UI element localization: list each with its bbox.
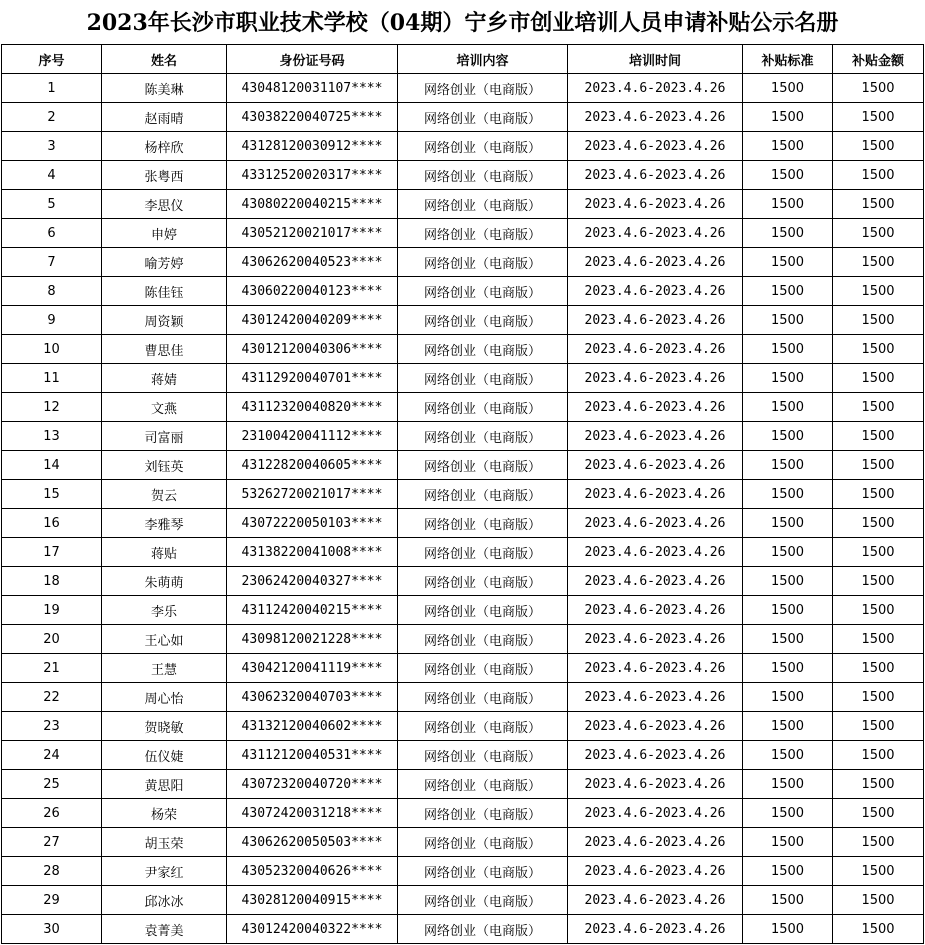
cell-serial-no: 6	[2, 219, 102, 248]
cell-training-period: 2023.4.6-2023.4.26	[568, 625, 743, 654]
cell-serial-no: 19	[2, 596, 102, 625]
cell-subsidy-standard: 1500	[743, 74, 833, 103]
cell-training-period: 2023.4.6-2023.4.26	[568, 886, 743, 915]
cell-name: 朱萌萌	[102, 567, 227, 596]
subsidy-roster-table	[1, 44, 924, 944]
cell-training-content: 网络创业（电商版）	[398, 132, 568, 161]
cell-training-period: 2023.4.6-2023.4.26	[568, 422, 743, 451]
cell-id-number: 43138220041008****	[227, 538, 398, 567]
cell-name: 赵雨晴	[102, 103, 227, 132]
cell-training-period: 2023.4.6-2023.4.26	[568, 857, 743, 886]
cell-subsidy-amount: 1500	[833, 625, 924, 654]
cell-training-period: 2023.4.6-2023.4.26	[568, 683, 743, 712]
table-body	[2, 74, 924, 944]
cell-training-period: 2023.4.6-2023.4.26	[568, 915, 743, 944]
cell-id-number: 43048120031107****	[227, 74, 398, 103]
cell-name: 王心如	[102, 625, 227, 654]
cell-serial-no: 1	[2, 74, 102, 103]
cell-subsidy-standard: 1500	[743, 596, 833, 625]
cell-serial-no: 28	[2, 857, 102, 886]
header-training-period: 培训时间	[568, 45, 743, 74]
cell-training-content: 网络创业（电商版）	[398, 190, 568, 219]
cell-id-number: 43062620040523****	[227, 248, 398, 277]
page-title: 2023年长沙市职业技术学校（04期）宁乡市创业培训人员申请补贴公示名册	[86, 10, 839, 36]
cell-training-period: 2023.4.6-2023.4.26	[568, 509, 743, 538]
cell-training-content: 网络创业（电商版）	[398, 538, 568, 567]
cell-training-content: 网络创业（电商版）	[398, 567, 568, 596]
cell-subsidy-standard: 1500	[743, 654, 833, 683]
cell-training-content: 网络创业（电商版）	[398, 451, 568, 480]
cell-subsidy-standard: 1500	[743, 480, 833, 509]
cell-subsidy-amount: 1500	[833, 683, 924, 712]
cell-serial-no: 3	[2, 132, 102, 161]
cell-training-period: 2023.4.6-2023.4.26	[568, 596, 743, 625]
cell-name: 蒋婧	[102, 364, 227, 393]
cell-subsidy-standard: 1500	[743, 625, 833, 654]
cell-serial-no: 23	[2, 712, 102, 741]
cell-training-period: 2023.4.6-2023.4.26	[568, 770, 743, 799]
cell-serial-no: 21	[2, 654, 102, 683]
cell-training-period: 2023.4.6-2023.4.26	[568, 103, 743, 132]
cell-subsidy-amount: 1500	[833, 915, 924, 944]
cell-training-period: 2023.4.6-2023.4.26	[568, 393, 743, 422]
cell-name: 刘钰英	[102, 451, 227, 480]
cell-name: 贺云	[102, 480, 227, 509]
cell-training-content: 网络创业（电商版）	[398, 596, 568, 625]
table-row	[2, 335, 924, 364]
cell-training-content: 网络创业（电商版）	[398, 161, 568, 190]
cell-subsidy-amount: 1500	[833, 799, 924, 828]
cell-serial-no: 13	[2, 422, 102, 451]
cell-serial-no: 11	[2, 364, 102, 393]
cell-training-period: 2023.4.6-2023.4.26	[568, 306, 743, 335]
cell-name: 李思仪	[102, 190, 227, 219]
cell-id-number: 43012420040209****	[227, 306, 398, 335]
cell-subsidy-standard: 1500	[743, 132, 833, 161]
cell-training-content: 网络创业（电商版）	[398, 625, 568, 654]
cell-training-content: 网络创业（电商版）	[398, 741, 568, 770]
cell-id-number: 43132120040602****	[227, 712, 398, 741]
cell-subsidy-amount: 1500	[833, 335, 924, 364]
cell-subsidy-standard: 1500	[743, 190, 833, 219]
cell-serial-no: 26	[2, 799, 102, 828]
header-serial-no: 序号	[2, 45, 102, 74]
cell-name: 杨梓欣	[102, 132, 227, 161]
cell-name: 申婷	[102, 219, 227, 248]
cell-subsidy-standard: 1500	[743, 219, 833, 248]
cell-training-content: 网络创业（电商版）	[398, 480, 568, 509]
cell-subsidy-standard: 1500	[743, 335, 833, 364]
cell-training-content: 网络创业（电商版）	[398, 74, 568, 103]
cell-subsidy-standard: 1500	[743, 567, 833, 596]
table-row	[2, 799, 924, 828]
cell-subsidy-amount: 1500	[833, 277, 924, 306]
cell-subsidy-standard: 1500	[743, 103, 833, 132]
cell-name: 伍仪婕	[102, 741, 227, 770]
cell-id-number: 43072420031218****	[227, 799, 398, 828]
cell-subsidy-standard: 1500	[743, 770, 833, 799]
cell-name: 喻芳婷	[102, 248, 227, 277]
cell-training-period: 2023.4.6-2023.4.26	[568, 538, 743, 567]
cell-subsidy-standard: 1500	[743, 828, 833, 857]
cell-serial-no: 12	[2, 393, 102, 422]
cell-subsidy-amount: 1500	[833, 422, 924, 451]
table-row	[2, 161, 924, 190]
cell-name: 杨荣	[102, 799, 227, 828]
cell-training-content: 网络创业（电商版）	[398, 799, 568, 828]
table-row	[2, 596, 924, 625]
cell-training-content: 网络创业（电商版）	[398, 248, 568, 277]
cell-serial-no: 20	[2, 625, 102, 654]
cell-subsidy-amount: 1500	[833, 654, 924, 683]
cell-id-number: 43062620050503****	[227, 828, 398, 857]
cell-training-period: 2023.4.6-2023.4.26	[568, 451, 743, 480]
table-row	[2, 248, 924, 277]
cell-subsidy-standard: 1500	[743, 306, 833, 335]
cell-training-period: 2023.4.6-2023.4.26	[568, 248, 743, 277]
cell-subsidy-amount: 1500	[833, 886, 924, 915]
cell-id-number: 43012420040322****	[227, 915, 398, 944]
cell-subsidy-standard: 1500	[743, 915, 833, 944]
cell-training-content: 网络创业（电商版）	[398, 364, 568, 393]
cell-subsidy-standard: 1500	[743, 857, 833, 886]
cell-id-number: 53262720021017****	[227, 480, 398, 509]
cell-id-number: 43028120040915****	[227, 886, 398, 915]
cell-name: 曹思佳	[102, 335, 227, 364]
table-row	[2, 915, 924, 944]
cell-training-content: 网络创业（电商版）	[398, 422, 568, 451]
cell-name: 胡玉荣	[102, 828, 227, 857]
cell-serial-no: 22	[2, 683, 102, 712]
cell-serial-no: 30	[2, 915, 102, 944]
cell-id-number: 43072220050103****	[227, 509, 398, 538]
cell-serial-no: 4	[2, 161, 102, 190]
cell-serial-no: 29	[2, 886, 102, 915]
cell-subsidy-standard: 1500	[743, 712, 833, 741]
cell-training-period: 2023.4.6-2023.4.26	[568, 480, 743, 509]
cell-serial-no: 17	[2, 538, 102, 567]
cell-subsidy-standard: 1500	[743, 799, 833, 828]
cell-name: 周心怡	[102, 683, 227, 712]
cell-subsidy-standard: 1500	[743, 741, 833, 770]
cell-name: 司富丽	[102, 422, 227, 451]
cell-training-period: 2023.4.6-2023.4.26	[568, 74, 743, 103]
cell-id-number: 23062420040327****	[227, 567, 398, 596]
cell-training-period: 2023.4.6-2023.4.26	[568, 741, 743, 770]
cell-name: 李雅琴	[102, 509, 227, 538]
cell-serial-no: 10	[2, 335, 102, 364]
table-row	[2, 74, 924, 103]
header-id-number: 身份证号码	[227, 45, 398, 74]
cell-training-period: 2023.4.6-2023.4.26	[568, 654, 743, 683]
cell-training-period: 2023.4.6-2023.4.26	[568, 567, 743, 596]
cell-training-content: 网络创业（电商版）	[398, 103, 568, 132]
cell-training-period: 2023.4.6-2023.4.26	[568, 132, 743, 161]
table-row	[2, 364, 924, 393]
table-row	[2, 219, 924, 248]
cell-subsidy-standard: 1500	[743, 509, 833, 538]
cell-name: 陈美琳	[102, 74, 227, 103]
cell-name: 李乐	[102, 596, 227, 625]
cell-subsidy-standard: 1500	[743, 248, 833, 277]
table-row	[2, 654, 924, 683]
cell-id-number: 43098120021228****	[227, 625, 398, 654]
cell-training-period: 2023.4.6-2023.4.26	[568, 364, 743, 393]
cell-subsidy-amount: 1500	[833, 712, 924, 741]
cell-subsidy-amount: 1500	[833, 770, 924, 799]
cell-name: 王慧	[102, 654, 227, 683]
cell-subsidy-amount: 1500	[833, 306, 924, 335]
cell-id-number: 43312520020317****	[227, 161, 398, 190]
header-row	[2, 45, 924, 74]
cell-subsidy-standard: 1500	[743, 393, 833, 422]
cell-id-number: 43038220040725****	[227, 103, 398, 132]
cell-training-period: 2023.4.6-2023.4.26	[568, 161, 743, 190]
cell-serial-no: 7	[2, 248, 102, 277]
cell-subsidy-standard: 1500	[743, 886, 833, 915]
cell-name: 陈佳钰	[102, 277, 227, 306]
table-row	[2, 190, 924, 219]
cell-training-content: 网络创业（电商版）	[398, 683, 568, 712]
cell-training-content: 网络创业（电商版）	[398, 712, 568, 741]
header-subsidy-amount: 补贴金额	[833, 45, 924, 74]
cell-name: 文燕	[102, 393, 227, 422]
cell-subsidy-amount: 1500	[833, 103, 924, 132]
cell-id-number: 43112320040820****	[227, 393, 398, 422]
cell-training-content: 网络创业（电商版）	[398, 219, 568, 248]
cell-training-content: 网络创业（电商版）	[398, 277, 568, 306]
cell-serial-no: 9	[2, 306, 102, 335]
cell-serial-no: 18	[2, 567, 102, 596]
cell-id-number: 43112420040215****	[227, 596, 398, 625]
cell-subsidy-amount: 1500	[833, 364, 924, 393]
cell-training-content: 网络创业（电商版）	[398, 654, 568, 683]
cell-subsidy-amount: 1500	[833, 74, 924, 103]
cell-serial-no: 25	[2, 770, 102, 799]
cell-subsidy-amount: 1500	[833, 741, 924, 770]
table-row	[2, 770, 924, 799]
cell-subsidy-amount: 1500	[833, 190, 924, 219]
cell-training-content: 网络创业（电商版）	[398, 509, 568, 538]
cell-serial-no: 15	[2, 480, 102, 509]
table-row	[2, 103, 924, 132]
cell-name: 尹家红	[102, 857, 227, 886]
header-name: 姓名	[102, 45, 227, 74]
cell-id-number: 43052320040626****	[227, 857, 398, 886]
header-training-content: 培训内容	[398, 45, 568, 74]
table-row	[2, 480, 924, 509]
cell-training-period: 2023.4.6-2023.4.26	[568, 712, 743, 741]
cell-training-content: 网络创业（电商版）	[398, 770, 568, 799]
cell-subsidy-amount: 1500	[833, 828, 924, 857]
table-row	[2, 393, 924, 422]
cell-subsidy-standard: 1500	[743, 538, 833, 567]
table-row	[2, 132, 924, 161]
cell-id-number: 23100420041112****	[227, 422, 398, 451]
cell-id-number: 43072320040720****	[227, 770, 398, 799]
cell-subsidy-standard: 1500	[743, 364, 833, 393]
cell-subsidy-amount: 1500	[833, 219, 924, 248]
table-row	[2, 277, 924, 306]
cell-subsidy-amount: 1500	[833, 596, 924, 625]
cell-training-period: 2023.4.6-2023.4.26	[568, 219, 743, 248]
cell-training-content: 网络创业（电商版）	[398, 857, 568, 886]
cell-name: 贺晓敏	[102, 712, 227, 741]
cell-id-number: 43062320040703****	[227, 683, 398, 712]
cell-name: 蒋贴	[102, 538, 227, 567]
cell-serial-no: 14	[2, 451, 102, 480]
table-row	[2, 509, 924, 538]
cell-id-number: 43080220040215****	[227, 190, 398, 219]
cell-serial-no: 5	[2, 190, 102, 219]
cell-subsidy-amount: 1500	[833, 451, 924, 480]
table-row	[2, 451, 924, 480]
cell-training-content: 网络创业（电商版）	[398, 886, 568, 915]
table-row	[2, 886, 924, 915]
cell-subsidy-standard: 1500	[743, 277, 833, 306]
cell-id-number: 43122820040605****	[227, 451, 398, 480]
cell-id-number: 43128120030912****	[227, 132, 398, 161]
cell-training-content: 网络创业（电商版）	[398, 828, 568, 857]
table-row	[2, 567, 924, 596]
cell-subsidy-amount: 1500	[833, 538, 924, 567]
table-row	[2, 538, 924, 567]
cell-name: 周资颖	[102, 306, 227, 335]
cell-training-period: 2023.4.6-2023.4.26	[568, 335, 743, 364]
cell-serial-no: 16	[2, 509, 102, 538]
cell-id-number: 43052120021017****	[227, 219, 398, 248]
cell-subsidy-standard: 1500	[743, 161, 833, 190]
cell-serial-no: 27	[2, 828, 102, 857]
cell-subsidy-amount: 1500	[833, 132, 924, 161]
cell-subsidy-amount: 1500	[833, 567, 924, 596]
cell-training-content: 网络创业（电商版）	[398, 306, 568, 335]
cell-training-content: 网络创业（电商版）	[398, 393, 568, 422]
cell-serial-no: 24	[2, 741, 102, 770]
table-row	[2, 741, 924, 770]
cell-serial-no: 8	[2, 277, 102, 306]
cell-subsidy-standard: 1500	[743, 683, 833, 712]
cell-subsidy-standard: 1500	[743, 422, 833, 451]
cell-subsidy-amount: 1500	[833, 161, 924, 190]
cell-id-number: 43012120040306****	[227, 335, 398, 364]
cell-id-number: 43042120041119****	[227, 654, 398, 683]
table-row	[2, 712, 924, 741]
cell-name: 袁菁美	[102, 915, 227, 944]
cell-training-period: 2023.4.6-2023.4.26	[568, 277, 743, 306]
cell-serial-no: 2	[2, 103, 102, 132]
cell-id-number: 43112120040531****	[227, 741, 398, 770]
cell-subsidy-standard: 1500	[743, 451, 833, 480]
cell-name: 邱冰冰	[102, 886, 227, 915]
table-row	[2, 828, 924, 857]
table-row	[2, 625, 924, 654]
cell-name: 黄思阳	[102, 770, 227, 799]
cell-subsidy-amount: 1500	[833, 248, 924, 277]
table-row	[2, 857, 924, 886]
header-subsidy-standard: 补贴标准	[743, 45, 833, 74]
cell-subsidy-amount: 1500	[833, 857, 924, 886]
cell-training-content: 网络创业（电商版）	[398, 915, 568, 944]
cell-training-period: 2023.4.6-2023.4.26	[568, 799, 743, 828]
table-row	[2, 422, 924, 451]
cell-name: 张粤西	[102, 161, 227, 190]
cell-id-number: 43112920040701****	[227, 364, 398, 393]
cell-subsidy-amount: 1500	[833, 480, 924, 509]
cell-training-period: 2023.4.6-2023.4.26	[568, 828, 743, 857]
table-row	[2, 306, 924, 335]
cell-subsidy-amount: 1500	[833, 509, 924, 538]
cell-id-number: 43060220040123****	[227, 277, 398, 306]
table-row	[2, 683, 924, 712]
cell-subsidy-amount: 1500	[833, 393, 924, 422]
cell-training-period: 2023.4.6-2023.4.26	[568, 190, 743, 219]
cell-training-content: 网络创业（电商版）	[398, 335, 568, 364]
